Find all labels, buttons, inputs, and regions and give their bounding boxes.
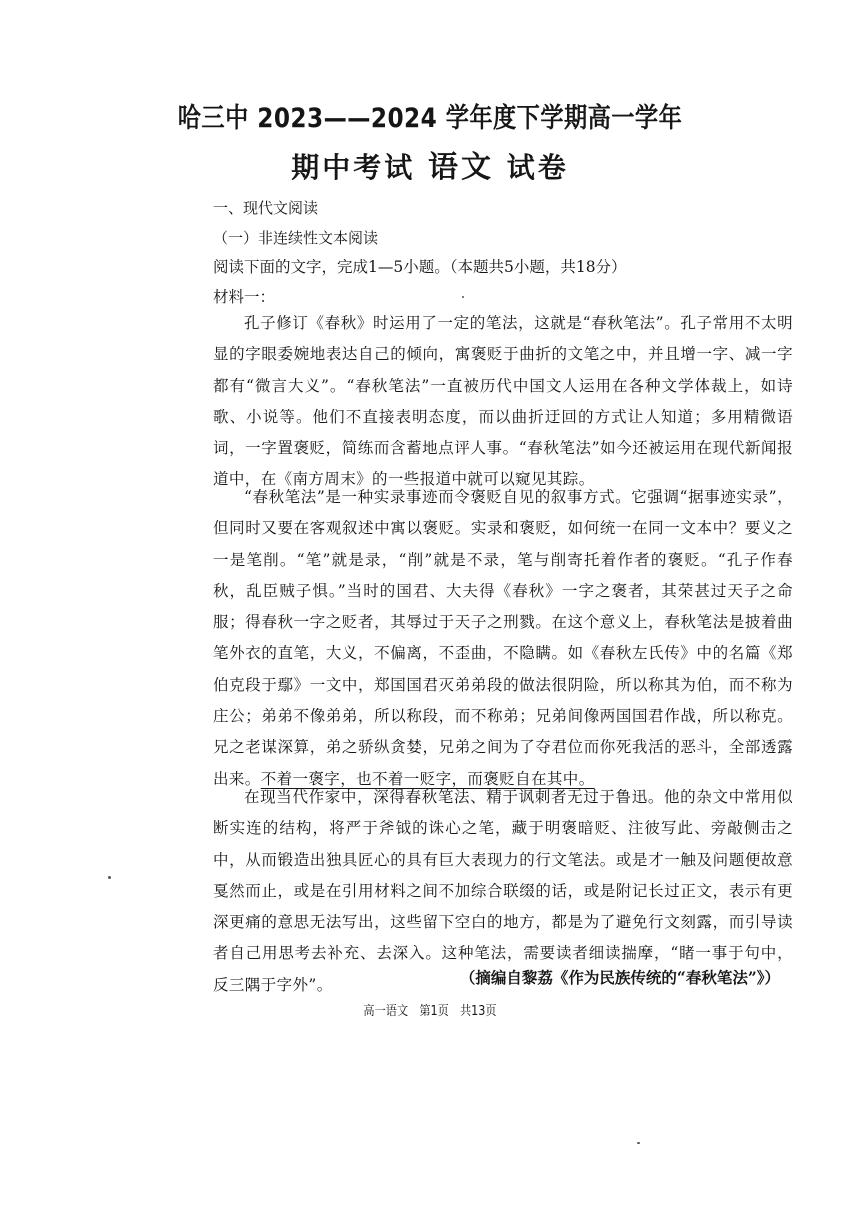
exam-subject: 语文 (428, 150, 494, 185)
exam-title-prefix: 期中考试 (291, 151, 428, 184)
exam-title-line2 (0, 142, 860, 186)
exam-title-suffix: 试卷 (494, 151, 569, 184)
scan-speck (108, 876, 111, 879)
section-heading: 一、现代文阅读 (213, 199, 319, 217)
section-subheading: （一）非连续性文本阅读 (213, 229, 379, 247)
material-label: 材料一： (213, 288, 276, 306)
paragraph-3: 在现当代作家中，深得春秋笔法、精于讽刺者无过于鲁迅。他的杂文中常用似断实连的结构，将严于斧钺的诛心之笔，藏于明褒暗贬、注彼写此、旁敲侧击之中，从而锻造出独具匠心的具有巨大表现力的行文笔法。或是才一触及问题便故意戛然而止，或是在引用材料之间不加综合联缀的话，或是附记长过正文，表示有更深更痛的意思无法写出，这些留下空白的地方，都是为了避免行文刻露，而引导读者自己用思考去补充、去深入。这种笔法，需要读者细读揣摩，“睹一事于句中，反三隅于字外”。 (213, 788, 793, 994)
underlined-sentence: 不着一褒字，也不着一贬字，而褒贬自在其中。 (260, 769, 595, 788)
instruction: 阅读下面的文字，完成1—5小题。（本题共5小题，共18分） (213, 258, 627, 276)
paragraph-1: 孔子修订《春秋》时运用了一定的笔法，这就是“春秋笔法”。孔子常用不太明显的字眼委婉地表达自己的倾向，寓褒贬于曲折的文笔之中，并且增一字、减一字都有“微言大义”。“春秋笔法”一直被历代中国文人运用在各种文学体裁上，如诗歌、小说等。他们不直接表明态度，而以曲折迂回的方式让人知道；多用精微语词，一字置褒贬，简练而含蓄地点评人事。“春秋笔法”如今还被运用在现代新闻报道中，在《南方周末》的一些报道中就可以窥见其踪。 (213, 314, 793, 489)
paragraph-2-text: “春秋笔法”是一种实录事迹而令褒贬自见的叙事方式。它强调“据事迹实录”，但同时又要在客观叙述中寓以褒贬。实录和褒贬，如何统一在同一文本中？要义之一是笔削。“笔”就是录，“削”就是不录，笔与削寄托着作者的褒贬。“孔子作春秋，乱臣贼子惧。”当时的国君、大夫得《春秋》一字之褒者，其荣甚过天子之命服；得春秋一字之贬者，其辱过于天子之刑戮。在这个意义上，春秋笔法是披着曲笔外衣的直笔，大义，不偏离，不歪曲，不隐瞒。如《春秋左氏传》中的名篇《郑伯克段于鄢》一文中，郑国国君灭弟弟段的做法很阴险，所以称其为伯，而不称为庄公；弟弟不像弟弟，所以称段，而不称弟；兄弟间像两国国君作战，所以称克。兄之老谋深算，弟之骄纵贪婪，兄弟之间为了夺君位而你死我活的恶斗，全部透露出来。 (213, 488, 793, 788)
source-citation: （摘编自黎荔《作为民族传统的“春秋笔法”》） (459, 968, 780, 987)
page-footer: 高一语文 第1页 共13页 (363, 1004, 497, 1019)
scan-speck (637, 1142, 640, 1144)
scan-speck (462, 296, 464, 298)
exam-title-line1: 哈三中 2023——2024 学年度下学期高一学年 (177, 103, 683, 134)
paragraph-2 (213, 482, 793, 795)
